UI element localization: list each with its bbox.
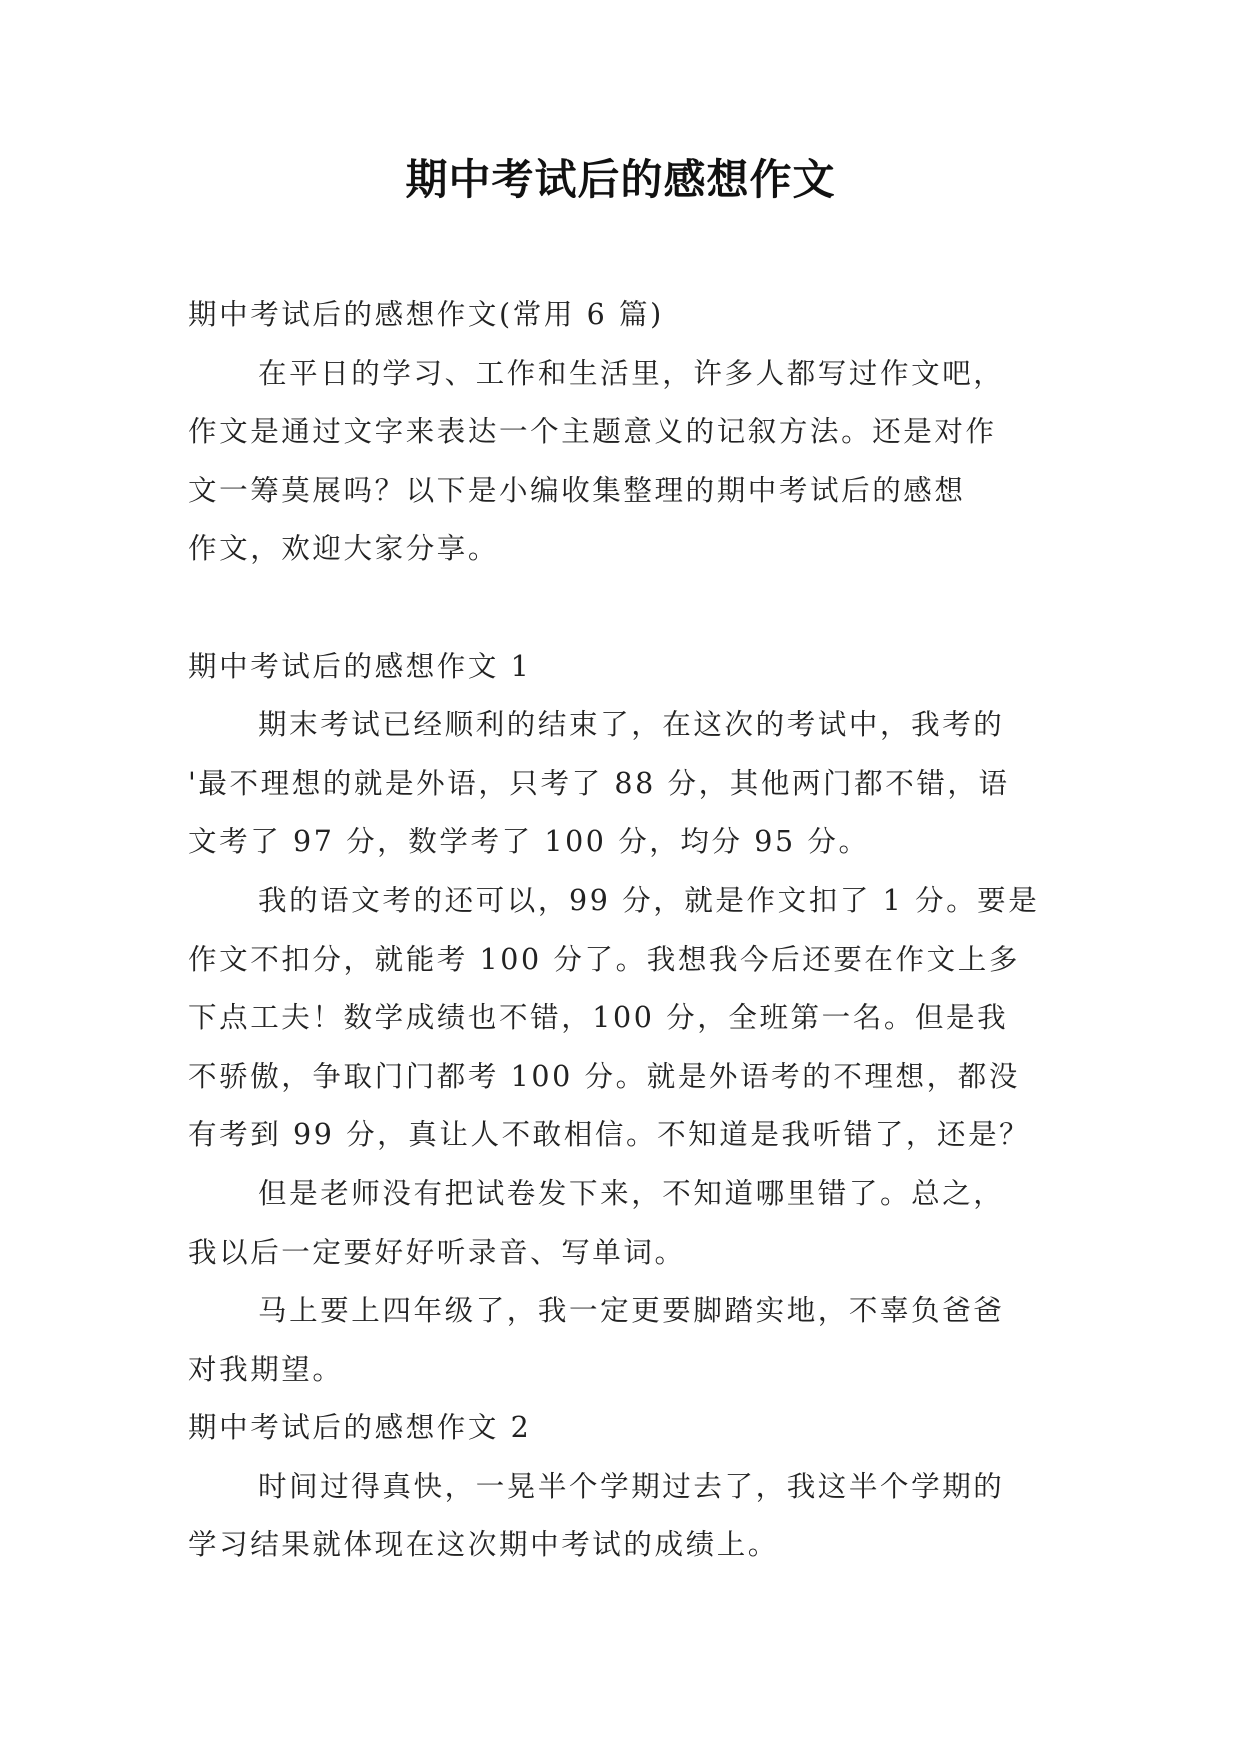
essay-1-line: 不骄傲，争取门门都考 100 分。就是外语考的不理想，都没: [188, 1059, 1020, 1093]
essay-1-line: 我的语文考的还可以，99 分，就是作文扣了 1 分。要是: [258, 883, 1040, 917]
intro-paragraph-line: 文一筹莫展吗？以下是小编收集整理的期中考试后的感想: [188, 473, 966, 507]
blank-line: [188, 579, 1058, 638]
intro-paragraph-line: 作文是通过文字来表达一个主题意义的记叙方法。还是对作: [188, 415, 997, 449]
collection-heading: 期中考试后的感想作文(常用 6 篇): [188, 298, 664, 331]
essay-1-line: 下点工夫！数学成绩也不错，100 分，全班第一名。但是我: [188, 1001, 1009, 1035]
document-body: [188, 286, 1058, 1575]
essay-1-line: 期末考试已经顺利的结束了，在这次的考试中，我考的: [258, 708, 1005, 742]
intro-paragraph-line: 在平日的学习、工作和生活里，许多人都写过作文吧，: [258, 356, 1005, 390]
essay-1-heading: 期中考试后的感想作文 1: [188, 649, 532, 683]
document-title: 期中考试后的感想作文: [405, 155, 836, 204]
essay-1-line: 我以后一定要好好听录音、写单词。: [188, 1235, 686, 1269]
essay-2-line: 时间过得真快，一晃半个学期过去了，我这半个学期的: [258, 1469, 1005, 1503]
essay-1-line: 但是老师没有把试卷发下来，不知道哪里错了。总之，: [258, 1176, 1005, 1210]
essay-1-line: 对我期望。: [188, 1352, 344, 1386]
essay-1-line: 文考了 97 分，数学考了 100 分，均分 95 分。: [188, 825, 870, 859]
essay-2-line: 学习结果就体现在这次期中考试的成绩上。: [188, 1528, 779, 1562]
essay-1-line: '最不理想的就是外语，只考了 88 分，其他两门都不错，语: [188, 766, 1010, 800]
intro-paragraph-line: 作文，欢迎大家分享。: [188, 532, 500, 566]
essay-1-line: 马上要上四年级了，我一定更要脚踏实地，不辜负爸爸: [258, 1294, 1005, 1328]
essay-2-heading: 期中考试后的感想作文 2: [188, 1411, 532, 1445]
essay-1-line: 作文不扣分，就能考 100 分了。我想我今后还要在作文上多: [188, 942, 1020, 976]
essay-1-line: 有考到 99 分，真让人不敢相信。不知道是我听错了，还是？: [188, 1118, 1031, 1152]
